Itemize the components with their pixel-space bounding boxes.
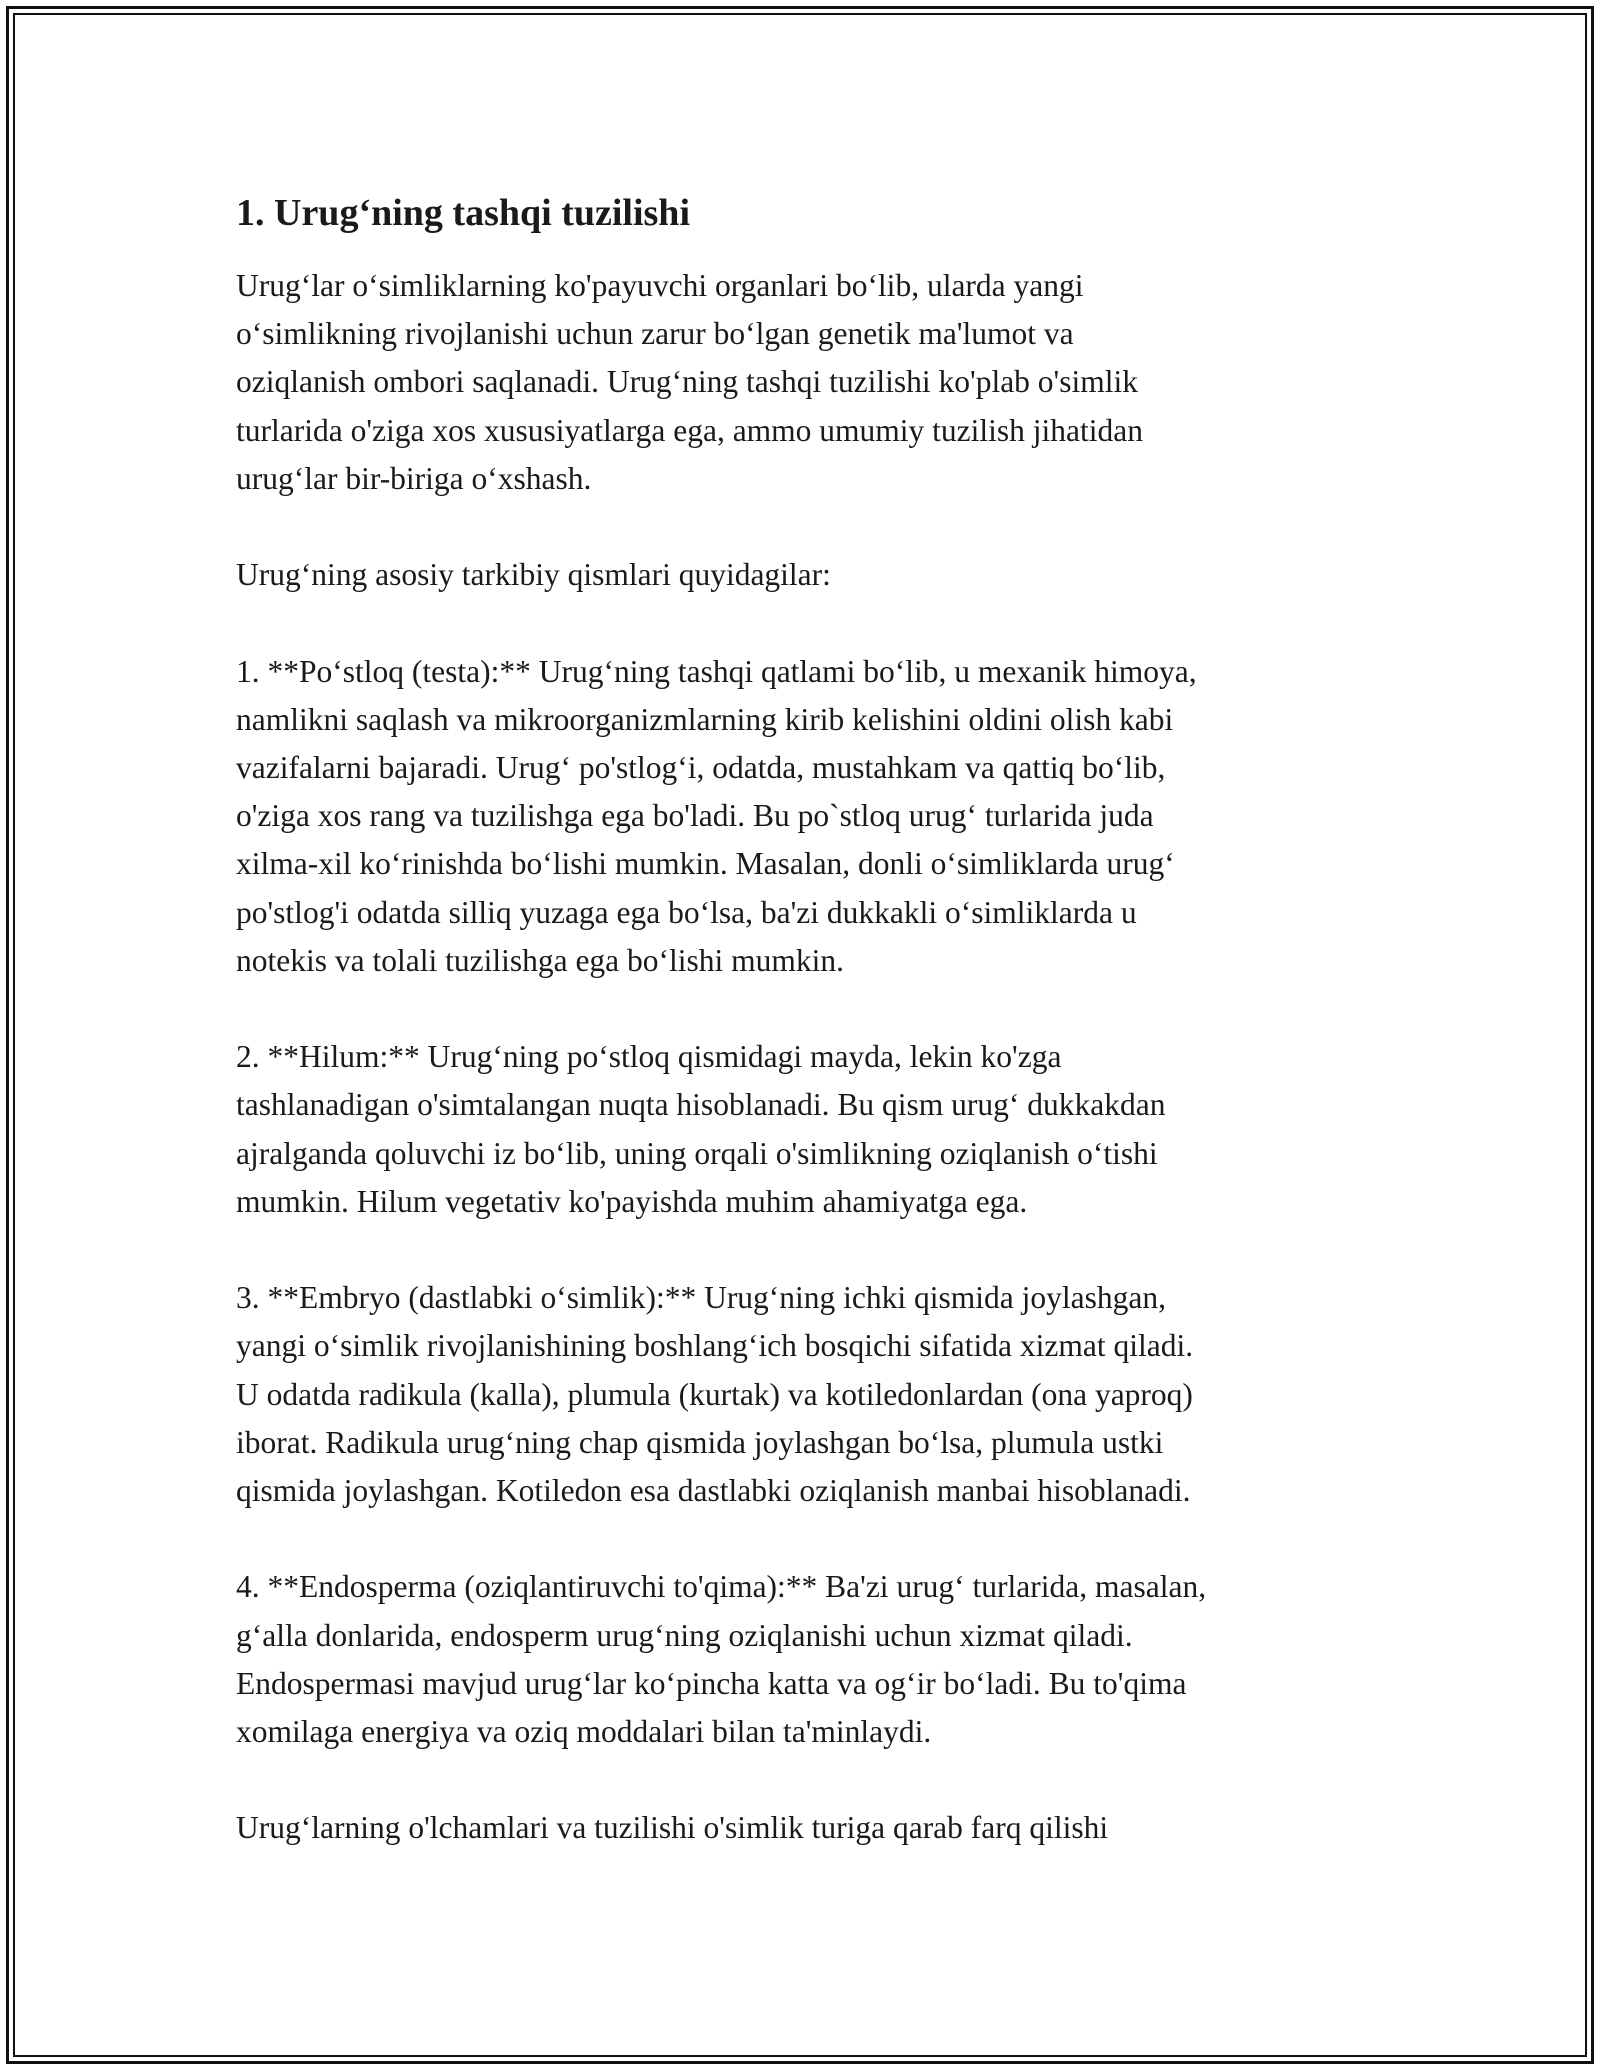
section-title: 1. Urug‘ning tashqi tuzilishi <box>236 192 690 234</box>
document-body <box>236 188 1386 1901</box>
paragraph-testa: 1. **Po‘stloq (testa):** Urug‘ning tashqi qatlami bo‘lib, u mexanik himoya, namlikni saqlash va mikroorganizmlarning kirib kelishini oldini olish kabi vazifalarni bajaradi. Urug‘ po'stlog‘i, odatda, mustahkam va qattiq bo‘lib, o'ziga xos rang va tuzilishga ega bo'ladi. Bu po`stloq urug‘ turlarida juda xilma-xil ko‘rinishda bo‘lishi mumkin. Masalan, donli o‘simliklarda urug‘ po'stlog'i odatda silliq yuzaga ega bo‘lsa, ba'zi dukkakli o‘simliklarda u notekis va tolali tuzilishga ega bo‘lishi mumkin. <box>236 653 1197 978</box>
paragraph-closing: Urug‘larning o'lchamlari va tuzilishi o'simlik turiga qarab farq qilishi <box>236 1810 1109 1846</box>
paragraph-intro: Urug‘lar o‘simliklarning ko'payuvchi organlari bo‘lib, ularda yangi o‘simlikning rivojlanishi uchun zarur bo‘lgan genetik ma'lumot va oziqlanish ombori saqlanadi. Urug‘ning tashqi tuzilishi ko'plab o'simlik turlarida o'ziga xos xususiyatlarga ega, ammo umumiy tuzilish jihatidan urug‘lar bir-biriga o‘xshash. <box>236 268 1144 496</box>
paragraph-endosperm: 4. **Endosperma (oziqlantiruvchi to'qima):** Ba'zi urug‘ turlarida, masalan, g‘alla donlarida, endosperm urug‘ning oziqlanishi uchun xizmat qiladi. Endospermasi mavjud urug‘lar ko‘pincha katta va og‘ir bo‘ladi. Bu to'qima xomilaga energiya va oziq moddalari bilan ta'minlaydi. <box>236 1569 1207 1750</box>
paragraph-embryo: 3. **Embryo (dastlabki o‘simlik):** Urug‘ning ichki qismida joylashgan, yangi o‘simlik rivojlanishining boshlang‘ich bosqichi sifatida xizmat qiladi. U odatda radikula (kalla), plumula (kurtak) va kotiledonlardan (ona yaproq) iborat. Radikula urug‘ning chap qismida joylashgan bo‘lsa, plumula ustki qismida joylashgan. Kotiledon esa dastlabki oziqlanish manbai hisoblanadi. <box>236 1280 1194 1509</box>
paragraph-hilum: 2. **Hilum:** Urug‘ning po‘stloq qismidagi mayda, lekin ko'zga tashlanadigan o'simtalangan nuqta hisoblanadi. Bu qism urug‘ dukkakdan ajralganda qoluvchi iz bo‘lib, uning orqali o'simlikning oziqlanish o‘tishi mumkin. Hilum vegetativ ko'payishda muhim ahamiyatga ega. <box>236 1039 1166 1219</box>
paragraph-components-lead: Urug‘ning asosiy tarkibiy qismlari quyidagilar: <box>236 557 831 593</box>
